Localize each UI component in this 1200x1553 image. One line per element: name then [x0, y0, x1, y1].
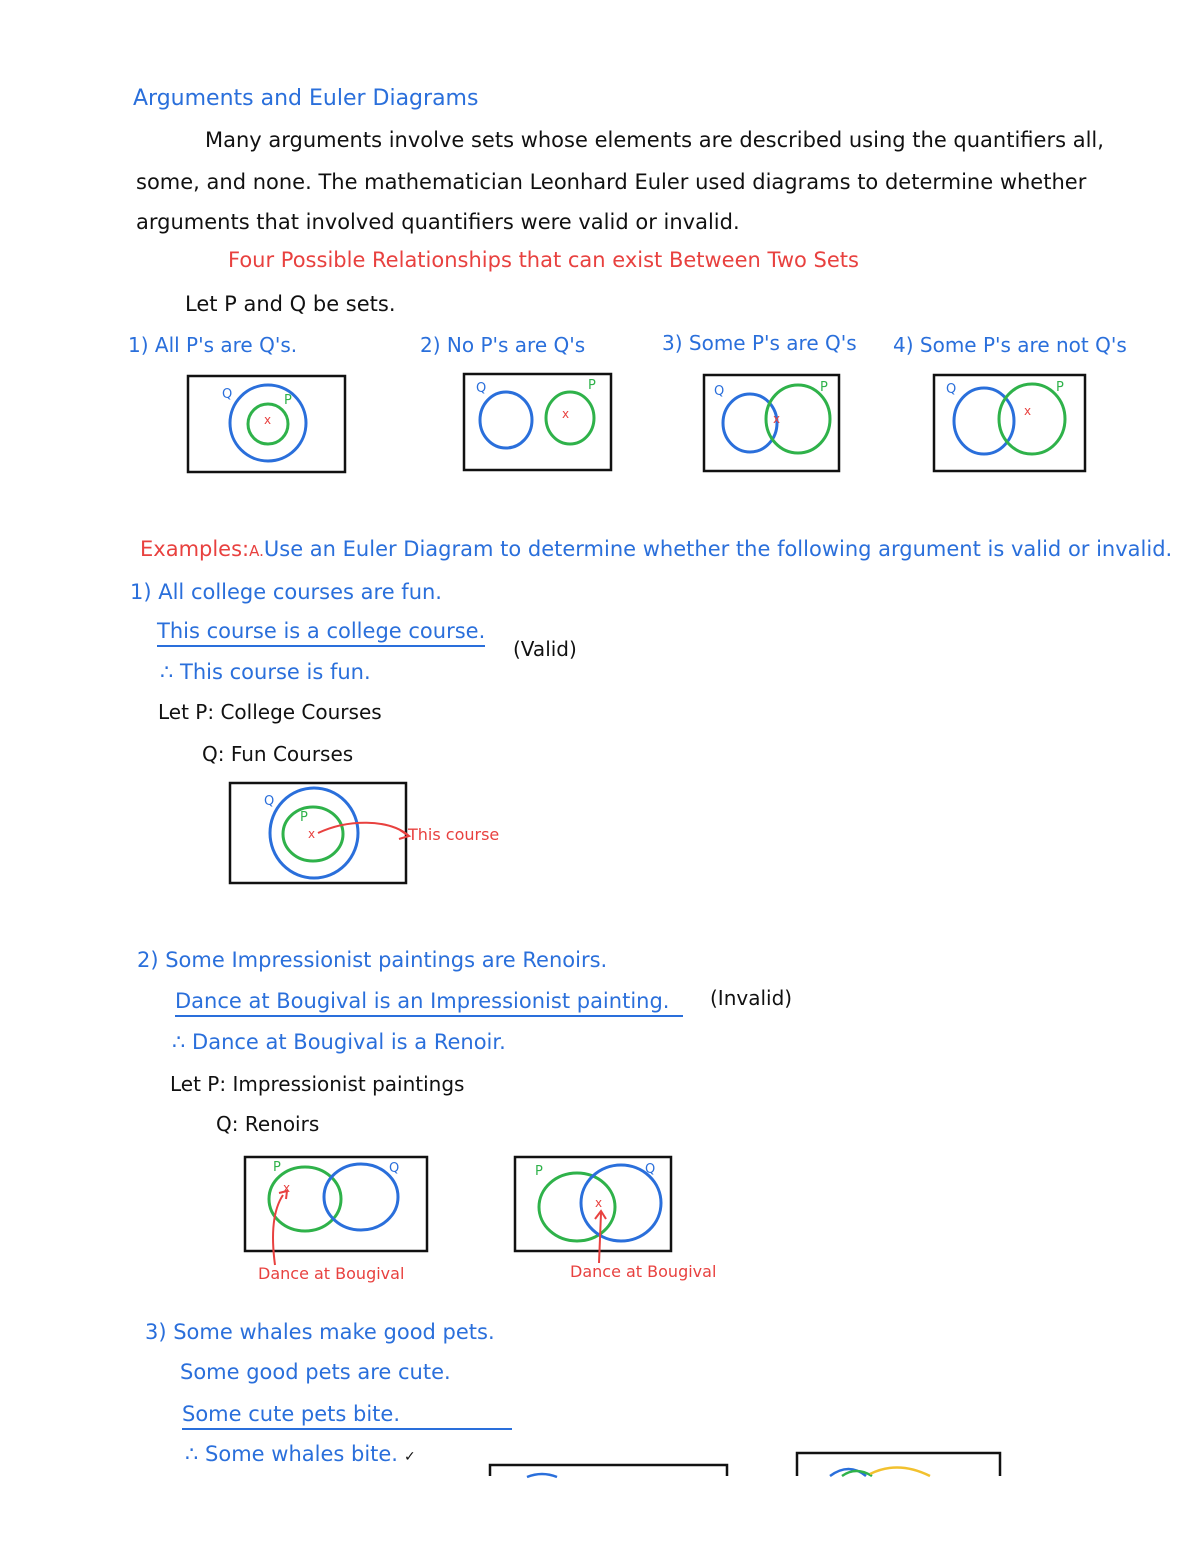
examples-instruction: Use an Euler Diagram to determine whether the following argument is valid or invalid.	[263, 537, 1173, 561]
universe-box-top	[490, 1465, 727, 1476]
set-q-arc	[527, 1474, 557, 1477]
relationship-label-2: 2) No P's are Q's	[420, 333, 586, 357]
ex2-annotation-b: Dance at Bougival	[570, 1262, 717, 1281]
euler-diagram-all	[186, 374, 348, 476]
set-green-arc	[842, 1471, 872, 1476]
ex1-let-p: Let P: College Courses	[158, 700, 382, 724]
ex3-premise-1: 3) Some whales make good pets.	[145, 1320, 495, 1344]
element-x: x	[308, 827, 316, 841]
euler-diagram-some	[702, 373, 842, 475]
examples-heading	[140, 537, 1172, 561]
set-p-circle	[546, 392, 594, 444]
element-x: x	[562, 407, 570, 421]
p-label: P	[284, 393, 292, 408]
ex1-let-q: Q: Fun Courses	[202, 742, 354, 766]
q-label: Q	[946, 382, 957, 397]
set-p-circle	[539, 1173, 615, 1241]
annotation-arrow	[599, 1213, 601, 1263]
ex3-premise-2: Some good pets are cute.	[180, 1360, 451, 1384]
ex3-conclusion-text: ∴ Some whales bite.	[185, 1442, 398, 1466]
annotation-arrow	[318, 823, 408, 835]
ex2-let-p: Let P: Impressionist paintings	[170, 1072, 465, 1096]
ex2-premise-1: 2) Some Impressionist paintings are Renoirs.	[137, 948, 608, 972]
ex2-euler-diagram-b	[513, 1155, 713, 1275]
euler-diagram-none	[462, 372, 614, 474]
p-label: P	[588, 378, 596, 393]
examples-marker: A.	[249, 542, 264, 560]
ex3-euler-diagram-a	[487, 1462, 731, 1478]
element-x: x	[773, 412, 781, 426]
ex2-conclusion: ∴ Dance at Bougival is a Renoir.	[172, 1030, 506, 1054]
p-label: P	[273, 1160, 281, 1175]
element-x: x	[283, 1181, 291, 1195]
ex3-premise-3: Some cute pets bite.	[182, 1402, 512, 1430]
element-x: x	[264, 413, 272, 427]
ex3-euler-diagram-b	[794, 1450, 1004, 1478]
q-label: Q	[389, 1161, 400, 1176]
euler-diagram-some-not	[932, 373, 1088, 475]
intro-line-2: some, and none. The mathematician Leonhard Euler used diagrams to determine whether	[136, 170, 1087, 194]
set-yellow-arc	[870, 1467, 930, 1476]
ex2-premise-2: Dance at Bougival is an Impressionist painting.	[175, 989, 683, 1017]
universe-box-top	[797, 1453, 1000, 1476]
p-label: P	[300, 810, 308, 825]
p-label: P	[535, 1164, 543, 1179]
page-title: Arguments and Euler Diagrams	[133, 86, 479, 111]
annotation-arrow	[273, 1195, 283, 1265]
ex3-conclusion	[185, 1442, 416, 1466]
element-x: x	[1024, 404, 1032, 418]
set-q-circle	[480, 392, 532, 448]
q-label: Q	[476, 381, 487, 396]
p-label: P	[820, 380, 828, 395]
element-x: x	[595, 1196, 603, 1210]
examples-prefix: Examples:	[140, 537, 250, 561]
set-q-circle	[324, 1164, 398, 1230]
relationship-label-1: 1) All P's are Q's.	[128, 333, 298, 357]
q-label: Q	[222, 387, 233, 402]
p-label: P	[1056, 380, 1064, 395]
checkmark: ✓	[403, 1449, 416, 1465]
ex2-annotation-a: Dance at Bougival	[258, 1264, 405, 1283]
ex1-conclusion: ∴ This course is fun.	[160, 660, 371, 684]
relationships-heading: Four Possible Relationships that can exist Between Two Sets	[228, 248, 859, 272]
ex1-verdict: (Valid)	[513, 637, 577, 661]
ex1-premise-2: This course is a college course.	[157, 619, 485, 647]
ex1-annotation: This course	[408, 825, 500, 844]
ex1-premise-1: 1) All college courses are fun.	[130, 580, 442, 604]
q-label: Q	[714, 384, 725, 399]
ex2-let-q: Q: Renoirs	[216, 1112, 320, 1136]
ex2-verdict: (Invalid)	[710, 986, 793, 1010]
ex2-euler-diagram-a	[243, 1155, 439, 1275]
q-label: Q	[645, 1162, 656, 1177]
let-sets-line: Let P and Q be sets.	[185, 292, 396, 316]
relationship-label-4: 4) Some P's are not Q's	[893, 333, 1127, 357]
intro-line-1: Many arguments involve sets whose elements are described using the quantifiers all,	[205, 128, 1104, 152]
relationship-label-3: 3) Some P's are Q's	[662, 331, 857, 355]
intro-line-3: arguments that involved quantifiers were valid or invalid.	[136, 210, 740, 234]
q-label: Q	[264, 794, 275, 809]
